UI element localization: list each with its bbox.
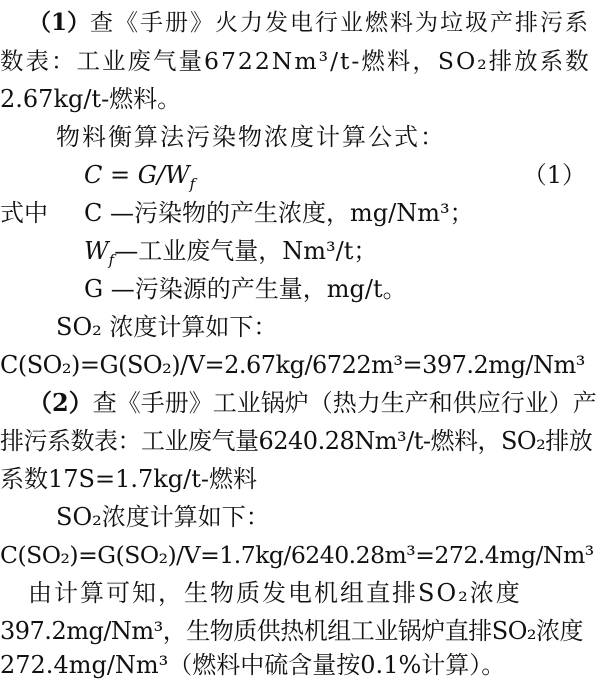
section2-number: （2） (28, 388, 93, 417)
section2-line1 (28, 386, 600, 420)
so2-calc1-intro-text: SO₂ 浓度计算如下： (56, 313, 278, 341)
formula-intro (56, 120, 600, 154)
section2-line3 (0, 462, 600, 496)
where-label: 式中 (0, 199, 48, 227)
section1-line2 (0, 44, 600, 78)
formula-intro-text: 物料衡算法污染物浓度计算公式： (56, 123, 446, 151)
wf-symbol: W (84, 237, 109, 265)
wf-definition: —工业废气量，Nm³/t； (114, 237, 378, 265)
so2-calc1-intro (56, 310, 600, 344)
section1-text-3: 2.67kg/t-燃料。 (0, 85, 182, 113)
where-line-c (0, 196, 600, 230)
so2-calc2-equation-text: C(SO₂)=G(SO₂)/V=1.7kg/6240.28m³=272.4mg/Nm³ (0, 541, 594, 569)
conclusion-text-1: 由计算可知，生物质发电机组直排SO₂浓度 (28, 579, 522, 607)
section1-line1 (28, 6, 600, 40)
wf-subscript: f (108, 250, 115, 269)
section1-text-1: 查《手册》火力发电行业燃料为垃圾产排污系 (90, 10, 591, 36)
section2-text-1: 查《手册》工业锅炉（热力生产和供应行业）产 (92, 389, 597, 417)
conclusion-line3 (0, 648, 600, 682)
conclusion-line2 (0, 614, 600, 648)
section1-line3 (0, 82, 600, 116)
so2-calc2-intro (56, 500, 600, 534)
where-c-definition: C —污染物的产生浓度，mg/Nm³； (84, 199, 474, 227)
so2-calc1-equation-text: C(SO₂)=G(SO₂)/V=2.67kg/6722m³=397.2mg/Nm³ (0, 351, 585, 379)
conclusion-line1 (28, 576, 600, 610)
so2-calc2-intro-text: SO₂浓度计算如下： (56, 503, 270, 531)
so2-calc1-equation (0, 348, 600, 382)
section2-text-2: 排污系数表：工业废气量6240.28Nm³/t-燃料，SO₂排放 (0, 427, 593, 455)
conclusion-text-3: 272.4mg/Nm³（燃料中硫含量按0.1%计算）。 (0, 651, 506, 679)
formula-expression: C = G/W (84, 161, 190, 189)
so2-calc2-equation (0, 538, 600, 572)
where-line-g (84, 272, 600, 306)
where-g-definition: G —污染源的产生量，mg/t。 (84, 275, 407, 303)
conclusion-text-2: 397.2mg/Nm³，生物质供热机组工业锅炉直排SO₂浓度 (0, 617, 584, 645)
formula-subscript: f (189, 174, 196, 193)
where-line-wf (84, 234, 600, 268)
section2-text-3: 系数17S=1.7kg/t-燃料 (0, 465, 258, 493)
formula-line (84, 158, 600, 192)
section1-number: （1） (28, 9, 91, 36)
equation-number: （1） (522, 161, 586, 189)
section1-text-2: 数表：工业废气量6722Nm³/t-燃料，SO₂排放系数 (0, 47, 591, 75)
section2-line2 (0, 424, 600, 458)
